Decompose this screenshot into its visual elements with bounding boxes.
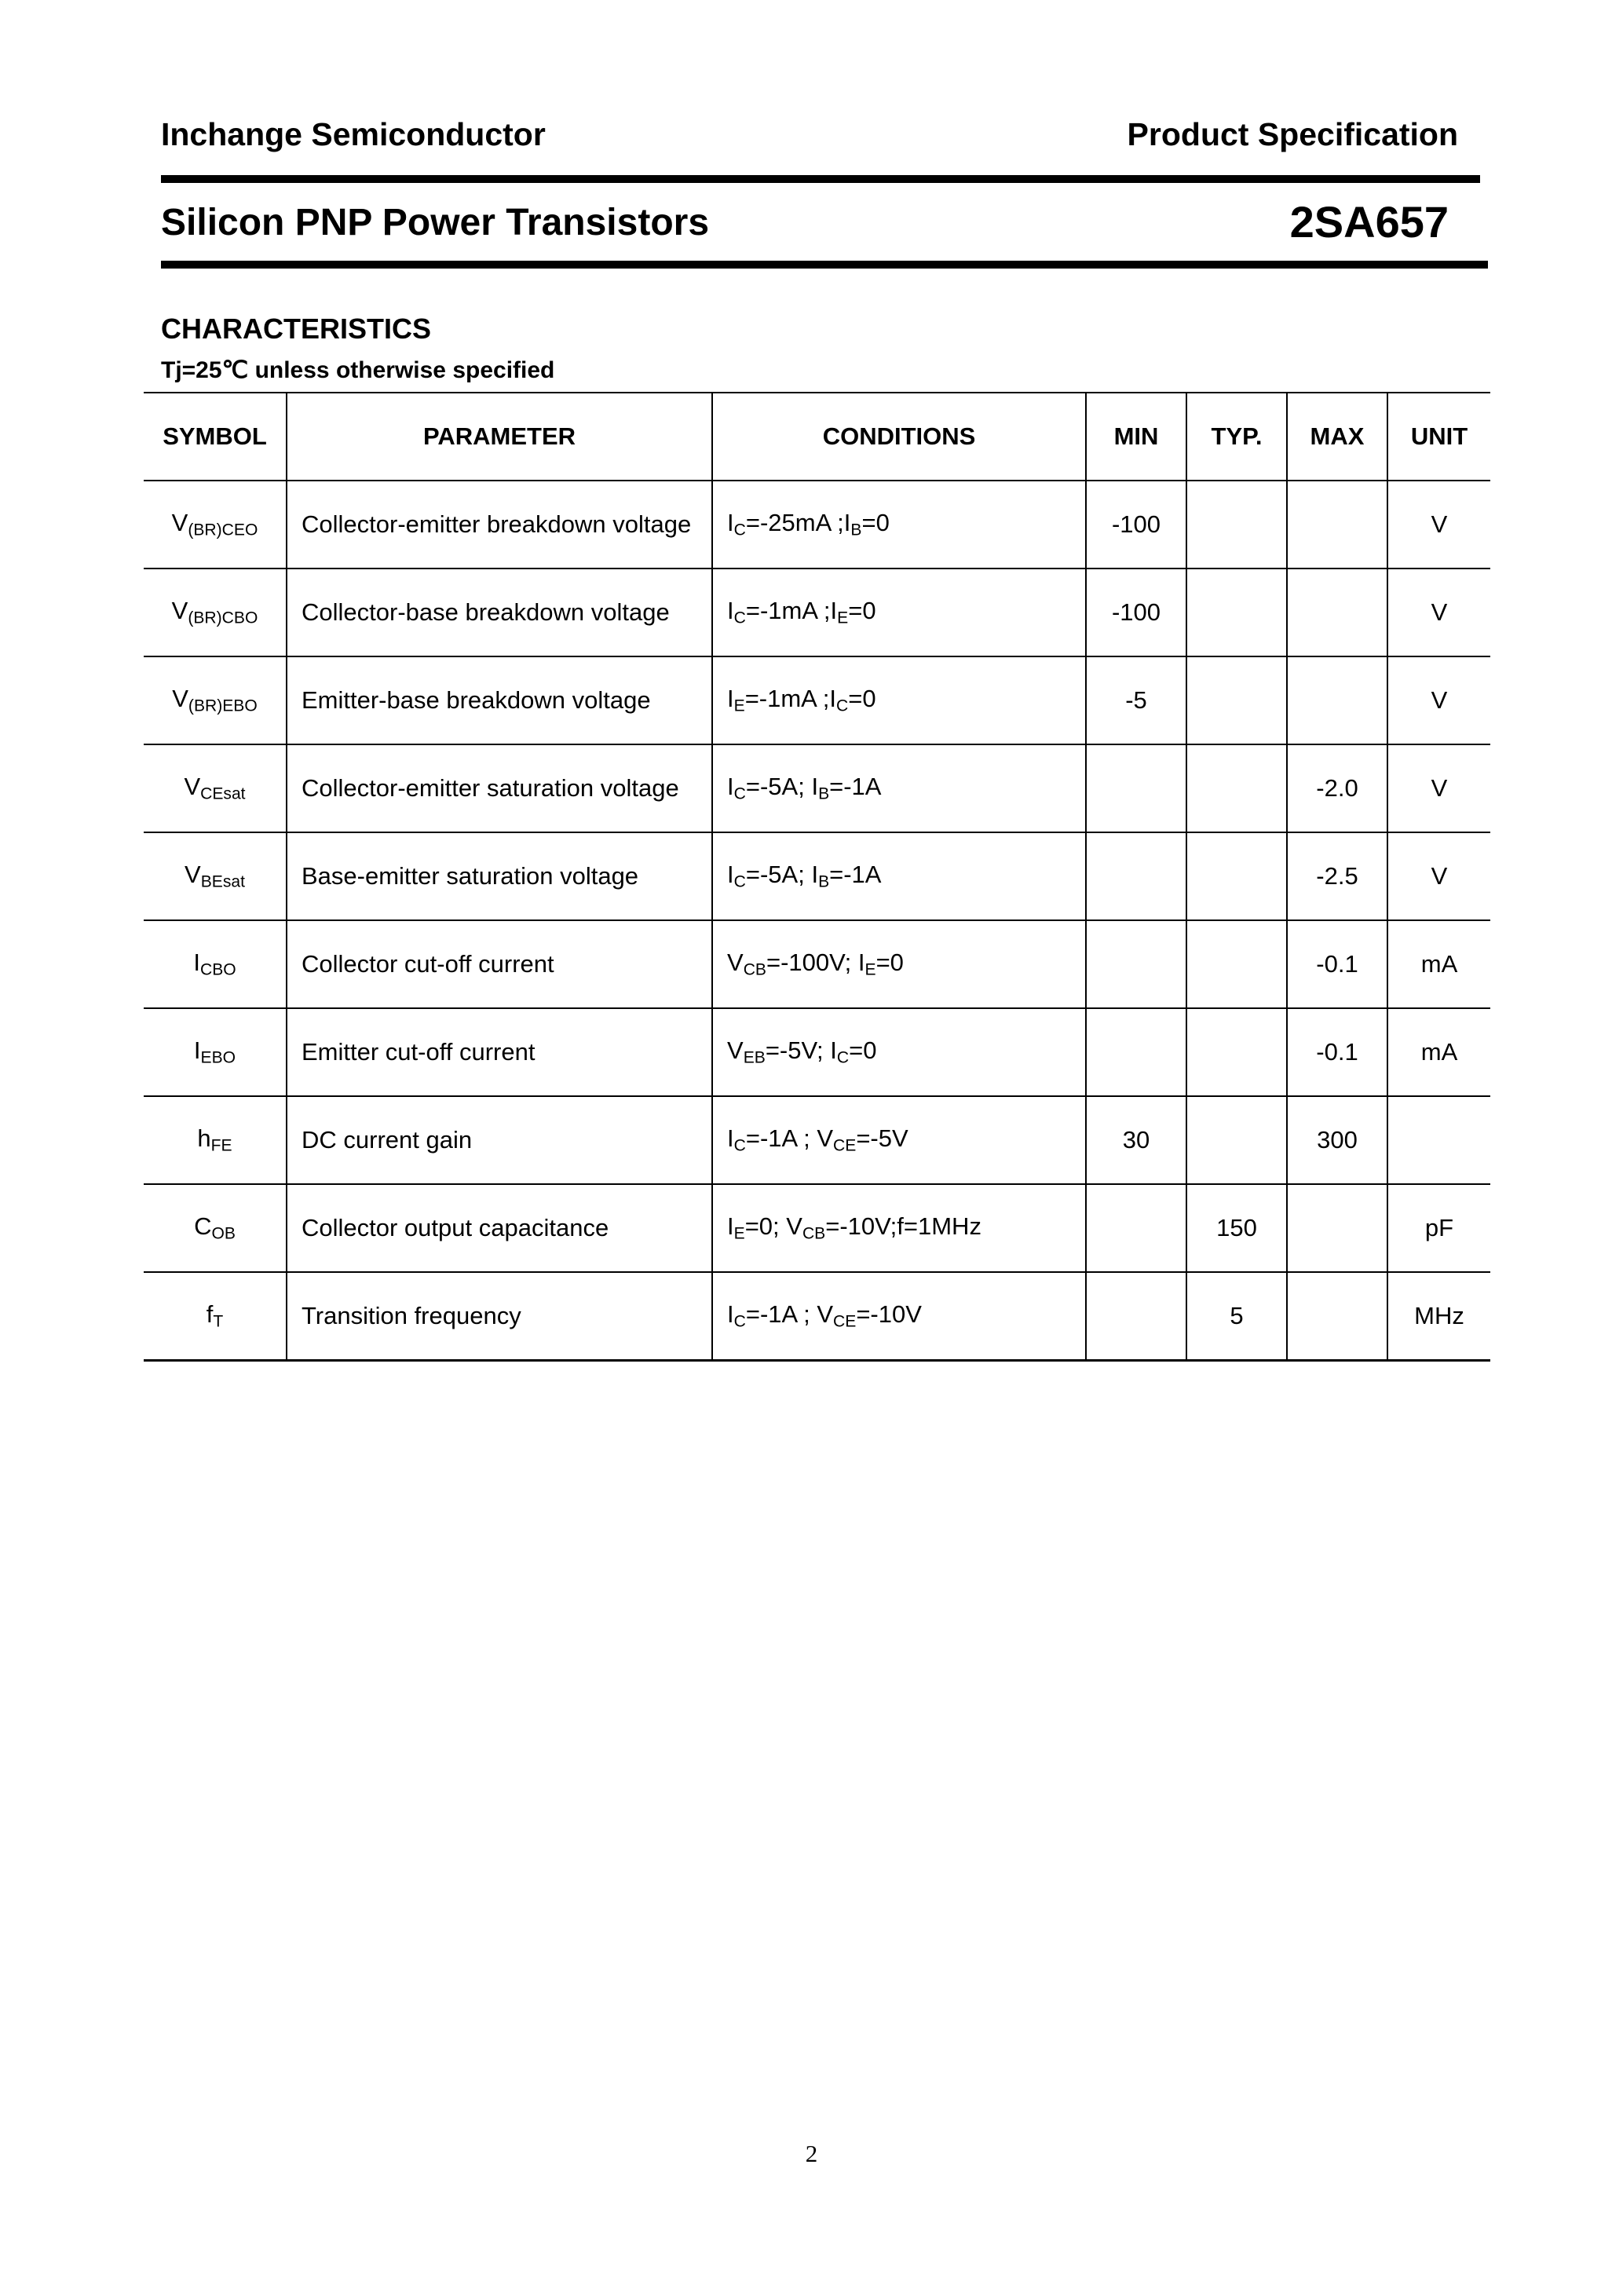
- condition-symbol: V: [727, 949, 744, 977]
- table-row: [144, 656, 1490, 744]
- condition-note: Tj=25℃ unless otherwise specified: [161, 357, 555, 383]
- conditions-cell: [712, 481, 1086, 569]
- min-cell: -100: [1086, 569, 1186, 656]
- conditions-cell: [712, 1096, 1086, 1184]
- condition-value: =-1mA ;: [744, 685, 830, 713]
- company-name: Inchange Semiconductor: [161, 116, 546, 152]
- condition-value: =-1A ;: [745, 1300, 817, 1329]
- conditions-cell: [712, 569, 1086, 656]
- condition-value: =-5V: [856, 1124, 908, 1153]
- condition-subscript: B: [818, 784, 830, 803]
- symbol-cell: [144, 832, 287, 920]
- condition-subscript: C: [836, 1048, 850, 1067]
- header-rule-bottom: [161, 261, 1488, 269]
- symbol-cell: [144, 1272, 287, 1361]
- condition-subscript: E: [837, 609, 849, 627]
- condition-subscript: E: [733, 1224, 745, 1243]
- condition-symbol: I: [811, 861, 819, 889]
- max-cell: -0.1: [1287, 1008, 1387, 1096]
- condition-subscript: CB: [743, 960, 766, 979]
- condition-subscript: C: [733, 784, 746, 803]
- table-body: [144, 481, 1490, 1361]
- condition-symbol: I: [727, 1300, 734, 1329]
- parameter-cell: Collector-base breakdown voltage: [287, 569, 712, 656]
- condition-value: =-5A;: [745, 773, 812, 801]
- unit-cell: V: [1387, 656, 1490, 744]
- page-number: 2: [805, 2140, 818, 2167]
- condition-symbol: I: [727, 773, 734, 801]
- condition-subscript: C: [733, 521, 746, 539]
- header-rule-top: [161, 175, 1480, 183]
- condition-subscript: E: [733, 696, 745, 715]
- condition-value: =-10V;f=1MHz: [825, 1212, 981, 1241]
- symbol-subscript: (BR)CBO: [188, 609, 258, 627]
- max-cell: -0.1: [1287, 920, 1387, 1008]
- column-header-unit: UNIT: [1387, 393, 1490, 481]
- min-cell: [1086, 920, 1186, 1008]
- column-header-parameter: PARAMETER: [287, 393, 712, 481]
- unit-cell: [1387, 1096, 1490, 1184]
- table-row: [144, 1096, 1490, 1184]
- parameter-cell: Emitter cut-off current: [287, 1008, 712, 1096]
- symbol-subscript: (BR)CEO: [188, 521, 258, 539]
- parameter-cell: Collector-emitter saturation voltage: [287, 744, 712, 832]
- symbol-main: C: [194, 1212, 212, 1241]
- condition-value: =0;: [744, 1212, 787, 1241]
- condition-symbol: I: [811, 773, 819, 801]
- max-cell: -2.0: [1287, 744, 1387, 832]
- table-row: [144, 1184, 1490, 1272]
- condition-symbol: I: [727, 861, 734, 889]
- condition-symbol: I: [727, 1124, 734, 1153]
- condition-value: =-1A ;: [745, 1124, 817, 1153]
- column-header-typ: TYP.: [1186, 393, 1287, 481]
- table-row: [144, 920, 1490, 1008]
- symbol-cell: [144, 744, 287, 832]
- unit-cell: V: [1387, 481, 1490, 569]
- typ-cell: 150: [1186, 1184, 1287, 1272]
- column-header-min: MIN: [1086, 393, 1186, 481]
- condition-value: =-1mA ;: [745, 597, 831, 625]
- typ-cell: [1186, 481, 1287, 569]
- section-title: CHARACTERISTICS: [161, 313, 432, 345]
- symbol-main: V: [185, 861, 201, 889]
- part-number: 2SA657: [1289, 197, 1449, 247]
- column-header-conditions: CONDITIONS: [712, 393, 1086, 481]
- symbol-cell: [144, 481, 287, 569]
- condition-value: =0: [861, 509, 890, 537]
- symbol-cell: [144, 920, 287, 1008]
- condition-value: =-25mA ;: [745, 509, 844, 537]
- min-cell: [1086, 1184, 1186, 1272]
- condition-value: =-1A: [829, 773, 882, 801]
- max-cell: -2.5: [1287, 832, 1387, 920]
- table-row: [144, 481, 1490, 569]
- condition-value: =0: [848, 597, 876, 625]
- conditions-cell: [712, 656, 1086, 744]
- symbol-subscript: BEsat: [200, 872, 245, 891]
- conditions-cell: [712, 1008, 1086, 1096]
- conditions-cell: [712, 744, 1086, 832]
- table-row: [144, 569, 1490, 656]
- symbol-subscript: FE: [210, 1136, 232, 1155]
- condition-value: =-5A;: [745, 861, 812, 889]
- max-cell: [1287, 656, 1387, 744]
- min-cell: [1086, 1272, 1186, 1361]
- condition-value: =-100V;: [766, 949, 858, 977]
- unit-cell: V: [1387, 569, 1490, 656]
- symbol-main: V: [171, 509, 188, 537]
- min-cell: 30: [1086, 1096, 1186, 1184]
- parameter-cell: Collector output capacitance: [287, 1184, 712, 1272]
- table-row: [144, 744, 1490, 832]
- condition-symbol: I: [830, 597, 838, 625]
- min-cell: [1086, 832, 1186, 920]
- unit-cell: pF: [1387, 1184, 1490, 1272]
- product-title: Silicon PNP Power Transistors: [161, 202, 710, 243]
- condition-value: =-1A: [829, 861, 882, 889]
- condition-symbol: V: [727, 1036, 744, 1065]
- symbol-subscript: T: [213, 1312, 224, 1331]
- symbol-main: I: [193, 949, 200, 977]
- parameter-cell: DC current gain: [287, 1096, 712, 1184]
- typ-cell: [1186, 832, 1287, 920]
- condition-subscript: B: [850, 521, 862, 539]
- condition-symbol: I: [727, 509, 734, 537]
- condition-symbol: I: [829, 685, 836, 713]
- condition-symbol: V: [817, 1300, 834, 1329]
- symbol-cell: [144, 569, 287, 656]
- condition-subscript: CB: [802, 1224, 826, 1243]
- min-cell: -100: [1086, 481, 1186, 569]
- condition-value: =-10V: [856, 1300, 922, 1329]
- symbol-cell: [144, 656, 287, 744]
- condition-value: =0: [849, 1036, 877, 1065]
- conditions-cell: [712, 832, 1086, 920]
- unit-cell: mA: [1387, 920, 1490, 1008]
- min-cell: -5: [1086, 656, 1186, 744]
- table-row: [144, 832, 1490, 920]
- unit-cell: V: [1387, 832, 1490, 920]
- condition-subscript: C: [733, 1136, 746, 1155]
- condition-symbol: I: [830, 1036, 837, 1065]
- parameter-cell: Transition frequency: [287, 1272, 712, 1361]
- symbol-cell: [144, 1184, 287, 1272]
- max-cell: 300: [1287, 1096, 1387, 1184]
- symbol-subscript: (BR)EBO: [188, 696, 258, 715]
- parameter-cell: Emitter-base breakdown voltage: [287, 656, 712, 744]
- condition-symbol: I: [727, 1212, 734, 1241]
- max-cell: [1287, 481, 1387, 569]
- column-header-symbol: SYMBOL: [144, 393, 287, 481]
- condition-value: =0: [875, 949, 904, 977]
- typ-cell: [1186, 569, 1287, 656]
- condition-symbol: V: [817, 1124, 834, 1153]
- symbol-cell: [144, 1008, 287, 1096]
- parameter-cell: Collector cut-off current: [287, 920, 712, 1008]
- condition-subscript: E: [865, 960, 876, 979]
- symbol-subscript: CEsat: [200, 784, 246, 803]
- condition-subscript: C: [836, 696, 849, 715]
- parameter-cell: Base-emitter saturation voltage: [287, 832, 712, 920]
- table-header-row: [144, 393, 1490, 481]
- max-cell: [1287, 1184, 1387, 1272]
- typ-cell: 5: [1186, 1272, 1287, 1361]
- condition-subscript: C: [733, 609, 746, 627]
- symbol-subscript: EBO: [200, 1048, 236, 1067]
- condition-symbol: V: [786, 1212, 802, 1241]
- symbol-main: V: [172, 685, 188, 713]
- condition-symbol: I: [843, 509, 851, 537]
- condition-subscript: C: [733, 872, 746, 891]
- conditions-cell: [712, 1184, 1086, 1272]
- symbol-subscript: OB: [211, 1224, 236, 1243]
- document-type: Product Specification: [1127, 116, 1458, 152]
- max-cell: [1287, 1272, 1387, 1361]
- symbol-cell: [144, 1096, 287, 1184]
- condition-subscript: CE: [833, 1312, 857, 1331]
- condition-symbol: I: [857, 949, 865, 977]
- characteristics-table: [144, 392, 1490, 1362]
- unit-cell: MHz: [1387, 1272, 1490, 1361]
- condition-symbol: I: [727, 597, 734, 625]
- unit-cell: mA: [1387, 1008, 1490, 1096]
- condition-value: =0: [848, 685, 876, 713]
- unit-cell: V: [1387, 744, 1490, 832]
- typ-cell: [1186, 920, 1287, 1008]
- condition-subscript: EB: [743, 1048, 766, 1067]
- column-header-max: MAX: [1287, 393, 1387, 481]
- conditions-cell: [712, 1272, 1086, 1361]
- typ-cell: [1186, 1096, 1287, 1184]
- condition-value: =-5V;: [765, 1036, 831, 1065]
- condition-subscript: C: [733, 1312, 746, 1331]
- max-cell: [1287, 569, 1387, 656]
- symbol-main: h: [197, 1124, 211, 1153]
- typ-cell: [1186, 744, 1287, 832]
- min-cell: [1086, 1008, 1186, 1096]
- symbol-main: f: [206, 1300, 214, 1329]
- condition-subscript: B: [818, 872, 830, 891]
- table-row: [144, 1008, 1490, 1096]
- symbol-main: V: [171, 597, 188, 625]
- symbol-subscript: CBO: [199, 960, 236, 979]
- condition-subscript: CE: [833, 1136, 857, 1155]
- typ-cell: [1186, 1008, 1287, 1096]
- parameter-cell: Collector-emitter breakdown voltage: [287, 481, 712, 569]
- conditions-cell: [712, 920, 1086, 1008]
- condition-symbol: I: [727, 685, 734, 713]
- symbol-main: I: [193, 1036, 201, 1065]
- table-row: [144, 1272, 1490, 1361]
- symbol-main: V: [184, 773, 201, 801]
- min-cell: [1086, 744, 1186, 832]
- typ-cell: [1186, 656, 1287, 744]
